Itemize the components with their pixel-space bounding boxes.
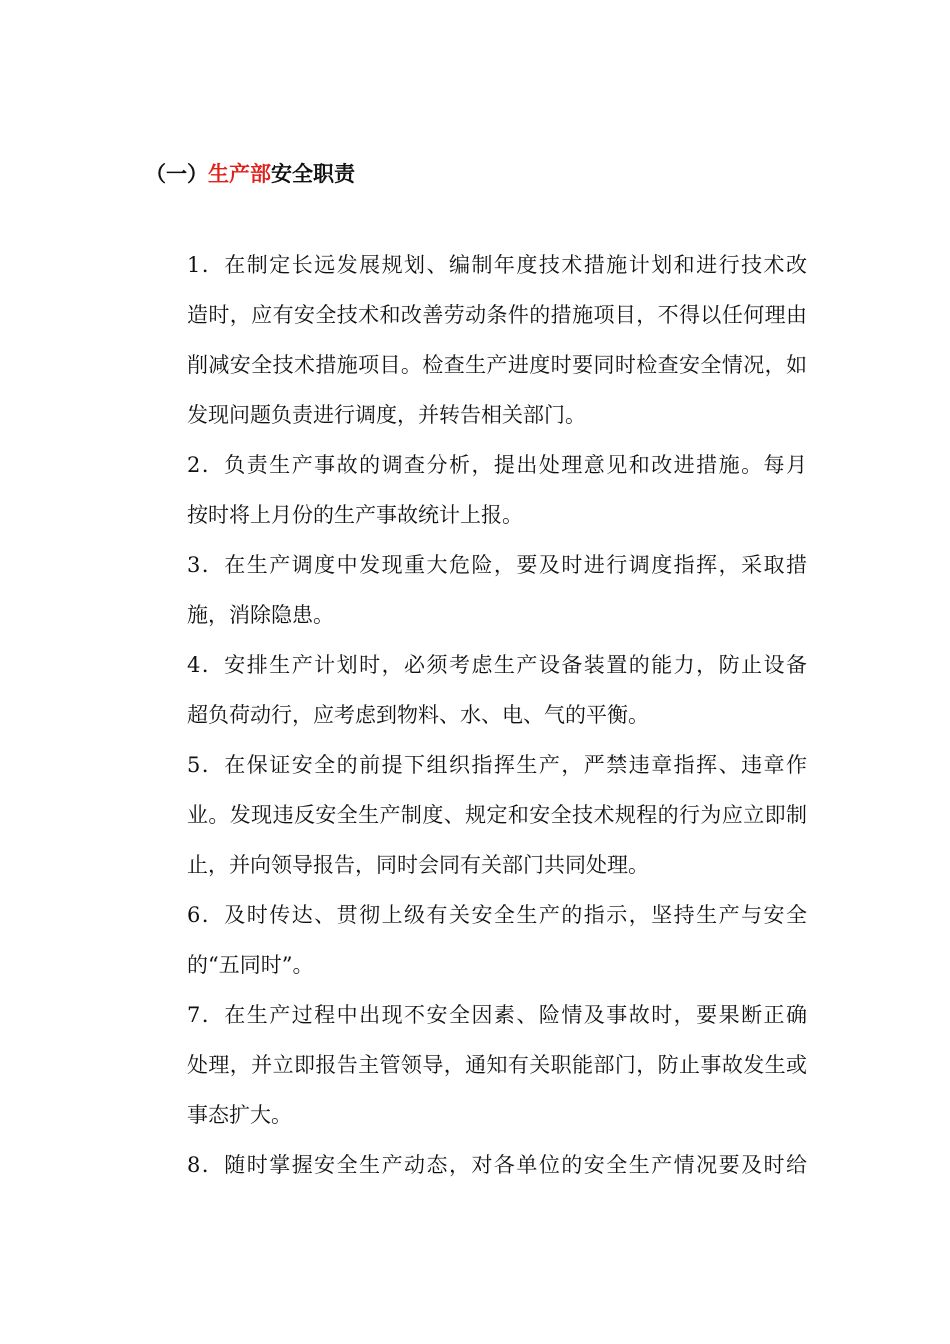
text-line: 7．在生产过程中出现不安全因素、险情及事故时，要果断正确: [187, 1003, 807, 1027]
duty-item-3: [145, 540, 807, 640]
duty-item-1: [145, 240, 807, 440]
text-line: 1．在制定长远发展规划、编制年度技术措施计划和进行技术改: [187, 253, 807, 277]
text-line: 按时将上月份的生产事故统计上报。: [187, 503, 523, 527]
duty-item-2: [145, 440, 807, 540]
heading-suffix: 安全职责: [271, 161, 355, 186]
duty-item-6: [145, 890, 807, 990]
duty-item-7: [145, 990, 807, 1140]
text-line: 的“五同时”。: [187, 953, 314, 977]
text-line: 5．在保证安全的前提下组织指挥生产，严禁违章指挥、违章作: [187, 753, 807, 777]
section-heading: [145, 156, 355, 192]
heading-department: 生产部: [208, 161, 271, 186]
text-line: 8．随时掌握安全生产动态，对各单位的安全生产情况要及时给: [187, 1153, 807, 1177]
text-line: 止，并向领导报告，同时会同有关部门共同处理。: [187, 853, 649, 877]
duty-item-8: [145, 1140, 807, 1190]
text-line: 2．负责生产事故的调查分析，提出处理意见和改进措施。每月: [187, 453, 807, 477]
text-line: 3．在生产调度中发现重大危险，要及时进行调度指挥，采取措: [187, 553, 807, 577]
text-line: 6．及时传达、贯彻上级有关安全生产的指示，坚持生产与安全: [187, 903, 807, 927]
text-line: 削减安全技术措施项目。检查生产进度时要同时检查安全情况，如: [187, 353, 807, 377]
text-line: 业。发现违反安全生产制度、规定和安全技术规程的行为应立即制: [187, 803, 807, 827]
text-line: 发现问题负责进行调度，并转告相关部门。: [187, 403, 586, 427]
duty-item-5: [145, 740, 807, 890]
heading-prefix: （一）: [145, 161, 208, 186]
text-line: 处理，并立即报告主管领导，通知有关职能部门，防止事故发生或: [187, 1053, 807, 1077]
text-line: 超负荷动行，应考虑到物料、水、电、气的平衡。: [187, 703, 649, 727]
text-line: 造时，应有安全技术和改善劳动条件的措施项目，不得以任何理由: [187, 303, 807, 327]
text-line: 事态扩大。: [187, 1103, 292, 1127]
duty-item-4: [145, 640, 807, 740]
text-line: 4．安排生产计划时，必须考虑生产设备装置的能力，防止设备: [187, 653, 807, 677]
text-line: 施，消除隐患。: [187, 603, 334, 627]
duty-list: [145, 240, 807, 1190]
